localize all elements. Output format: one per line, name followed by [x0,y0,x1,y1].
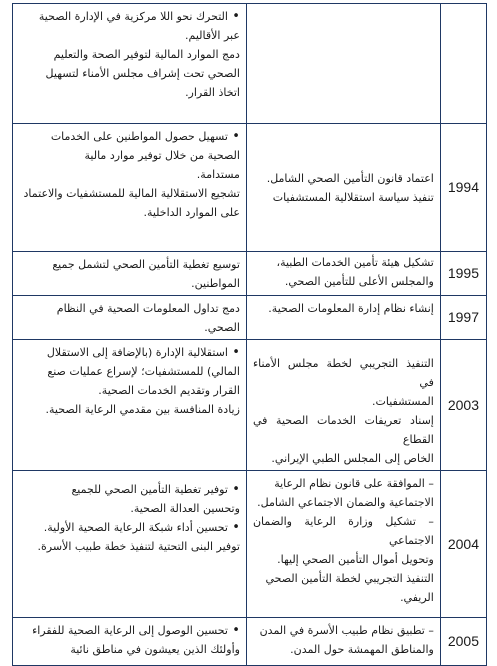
bullet-item: • تحسين الوصول إلى الرعاية الصحية للفقراء [19,621,240,640]
program-cell [246,124,440,252]
goal-cell [13,252,247,296]
year-cell: 1997 [440,296,486,340]
text-line: التنفيذ التجريبي لخطة مجلس الأمناء في [252,357,434,389]
text-line: الصحية من خلال توفير موارد مالية [84,149,240,162]
bullet-item: • استقلالية الإدارة (بالإضافة إلى الاستقلال [19,343,240,362]
text-line: الريفي. [400,591,434,604]
text-line: المواطنين. [191,277,240,290]
text-line: والمجلس الأعلى للتأمين الصحي. [284,275,434,288]
goal-cell [13,4,247,124]
text-line: دمج الموارد المالية لتوفير الصحة والتعليم [53,48,240,61]
year-cell: 2003 [440,340,486,471]
text-line: اتخاذ القرار. [185,86,240,99]
program-cell [246,296,440,340]
text-line: تشكيل هيئة تأمين الخدمات الطبية، [276,256,434,269]
year-cell: 2004 [440,471,486,618]
bullet-item: • التحرك نحو اللا مركزية في الإدارة الصحية [19,7,240,26]
text-line: مستدامة. [196,168,240,181]
year-cell: 1995 [440,252,486,296]
text-line: اعتماد قانون التأمين الصحي الشامل. [266,172,434,185]
table-row [13,618,487,666]
bullet-item: • توفير تغطية التأمين الصحي للجميع [19,480,240,499]
goal-cell [13,340,247,471]
table-row [13,252,487,296]
text-line: زيادة المنافسة بين مقدمي الرعاية الصحية. [45,403,240,416]
goal-cell [13,471,247,618]
text-line: الاجتماعية والضمان الاجتماعي الشامل. [257,496,434,509]
bullet-item: • تحسين أداء شبكة الرعاية الصحية الأولية. [19,518,240,537]
text-line: – تطبيق نظام طبيب الأسرة في المدن [259,624,434,637]
program-cell [246,618,440,666]
text-line: على الموارد الداخلية. [143,206,240,219]
year-cell: 2005 [440,618,486,666]
bullet-item: • تسهيل حصول المواطنين على الخدمات [19,127,240,146]
text-line: تشجيع الاستقلالية المالية للمستشفيات والاعتماد [23,187,240,200]
table-row [13,4,487,124]
health-reform-table [12,3,487,666]
text-line: تنفيذ سياسة استقلالية المستشفيات [272,191,434,204]
text-line: – تشكيل وزارة الرعاية والضمان الاجتماعي [252,515,434,547]
text-line: – الموافقة على قانون نظام الرعاية [274,477,434,490]
text-line: المالي) للمستشفيات؛ لإسراع عمليات صنع [47,365,240,378]
program-cell [246,252,440,296]
text-line: التنفيذ التجريبي لخطة التأمين الصحي [265,572,434,585]
text-line: وأولئك الذين يعيشون في مناطق نائية [70,643,240,656]
table-row [13,124,487,252]
year-cell: 1994 [440,124,486,252]
text-line: وتحويل أموال التأمين الصحي إليها. [277,553,434,566]
program-cell [246,340,440,471]
table-row [13,340,487,471]
goal-cell [13,124,247,252]
goal-cell [13,618,247,666]
text-line: المستشفيات. [372,395,434,408]
text-line: توسيع تغطية التأمين الصحي لتشمل جميع [52,258,240,271]
text-line: القرار وتقديم الخدمات الصحية. [98,384,240,397]
text-line: الصحي. [204,321,240,334]
year-cell [440,4,486,124]
text-line: والمناطق المهمشة حول المدن. [290,643,434,656]
table-row [13,471,487,618]
text-line: توفير البنى التحتية لتنفيذ خطة طبيب الأسرة. [37,540,240,553]
program-cell [246,471,440,618]
text-line: عبر الأقاليم. [185,29,240,42]
text-line: الخاص إلى المجلس الطبي الإيراني. [271,452,434,465]
text-line: دمج تداول المعلومات الصحية في النظام [56,302,240,315]
program-cell [246,4,440,124]
table-body [13,4,487,666]
goal-cell [13,296,247,340]
text-line: إنشاء نظام إدارة المعلومات الصحية. [268,302,434,315]
text-line: وتحسين العدالة الصحية. [130,502,240,515]
text-line: إسناد تعريفات الخدمات الصحية في القطاع [252,414,434,446]
text-line: الصحي تحت إشراف مجلس الأمناء لتسهيل [45,67,240,80]
table-row [13,296,487,340]
